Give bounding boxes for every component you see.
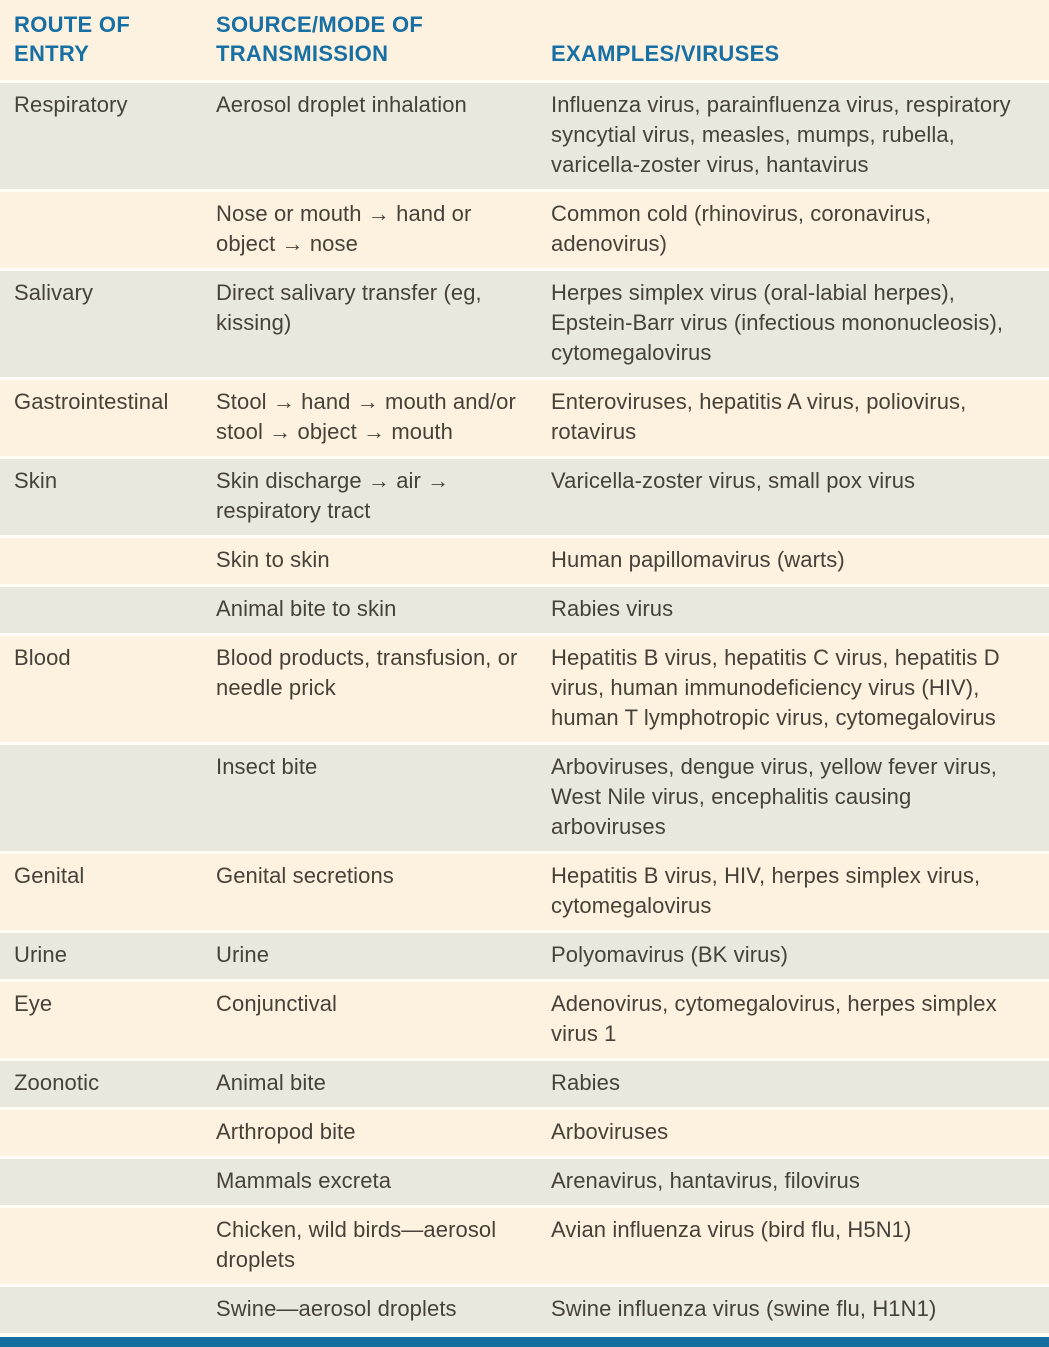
source-mode-cell: Arthropod bite [216,1119,356,1144]
table-header-row [0,0,1049,80]
route-of-entry-cell [0,1166,216,1196]
examples-viruses-cell: Avian influenza virus (bird flu, H5N1) [551,1217,912,1242]
table-row [0,1159,1049,1205]
source-mode-cell: Skin discharge → air → respiratory tract [216,468,450,523]
route-of-entry-cell [0,199,216,259]
examples-viruses-cell: Arenavirus, hantavirus, filovirus [551,1168,860,1193]
route-of-entry-cell [0,1294,216,1324]
source-mode-cell: Direct salivary transfer (eg, kissing) [216,280,482,335]
source-mode-cell: Genital secretions [216,863,394,888]
examples-viruses-cell: Influenza virus, parainfluenza virus, respiratory syncytial virus, measles, mumps, rubella, varicella-zoster virus, hantavirus [551,92,1011,177]
examples-viruses-cell: Polyomavirus (BK virus) [551,942,789,967]
table-row [0,982,1049,1058]
table-row [0,380,1049,456]
table-row [0,933,1049,979]
examples-viruses-cell: Adenovirus, cytomegalovirus, herpes simplex virus 1 [551,991,997,1046]
source-mode-cell: Chicken, wild birds—aerosol droplets [216,1217,497,1272]
examples-viruses-cell: Rabies [551,1070,621,1095]
source-mode-cell: Aerosol droplet inhalation [216,92,467,117]
source-mode-cell: Urine [216,942,270,967]
table-row [0,192,1049,268]
source-mode-cell: Animal bite [216,1070,326,1095]
table-body [0,83,1049,1333]
examples-viruses-cell: Hepatitis B virus, hepatitis C virus, hepatitis D virus, human immunodeficiency virus (HIV), human T lymphotropic virus, cytomegalovirus [551,645,1000,730]
source-mode-cell: Blood products, transfusion, or needle prick [216,645,518,700]
examples-viruses-cell: Human papillomavirus (warts) [551,547,845,572]
column-header-route-of-entry: ROUTE OF ENTRY [14,12,131,66]
table-row [0,745,1049,851]
route-of-entry-cell [0,1215,216,1275]
examples-viruses-cell: Hepatitis B virus, HIV, herpes simplex virus, cytomegalovirus [551,863,981,918]
table-row [0,271,1049,377]
table-row [0,1110,1049,1156]
route-of-entry-cell [0,594,216,624]
route-of-entry-cell: Salivary [14,280,94,305]
source-mode-cell: Conjunctival [216,991,338,1016]
route-of-entry-cell: Eye [14,991,53,1016]
table-row [0,83,1049,189]
route-of-entry-cell: Urine [14,942,68,967]
examples-viruses-cell: Arboviruses, dengue virus, yellow fever virus, West Nile virus, encephalitis causing arboviruses [551,754,998,839]
examples-viruses-cell: Rabies virus [551,596,674,621]
route-of-entry-cell [0,1117,216,1147]
route-of-entry-cell: Respiratory [14,92,128,117]
examples-viruses-cell: Common cold (rhinovirus, coronavirus, adenovirus) [551,201,932,256]
source-mode-cell: Stool → hand → mouth and/or stool → object → mouth [216,389,516,444]
route-of-entry-cell [0,752,216,842]
table-row [0,587,1049,633]
route-of-entry-cell: Zoonotic [14,1070,100,1095]
source-mode-cell: Swine—aerosol droplets [216,1296,457,1321]
bottom-rule [0,1337,1049,1347]
table-row [0,459,1049,535]
route-of-entry-cell: Skin [14,468,58,493]
column-header-examples-viruses: EXAMPLES/VIRUSES [551,41,780,66]
source-mode-cell: Insect bite [216,754,318,779]
examples-viruses-cell: Varicella-zoster virus, small pox virus [551,468,916,493]
examples-viruses-cell: Arboviruses [551,1119,669,1144]
route-of-entry-cell: Genital [14,863,85,888]
source-mode-cell: Animal bite to skin [216,596,397,621]
route-of-entry-cell [0,545,216,575]
source-mode-cell: Nose or mouth → hand or object → nose [216,201,472,256]
table-row [0,636,1049,742]
examples-viruses-cell: Herpes simplex virus (oral-labial herpes), Epstein-Barr virus (infectious mononucleosis), cytomegalovirus [551,280,1004,365]
table-row [0,1287,1049,1333]
route-of-entry-cell: Gastrointestinal [14,389,169,414]
source-mode-cell: Skin to skin [216,547,330,572]
table-row [0,854,1049,930]
source-mode-cell: Mammals excreta [216,1168,392,1193]
column-header-source-mode-of-transmission: SOURCE/MODE OF TRANSMISSION [216,12,424,66]
table-row [0,1061,1049,1107]
examples-viruses-cell: Swine influenza virus (swine flu, H1N1) [551,1296,937,1321]
examples-viruses-cell: Enteroviruses, hepatitis A virus, poliovirus, rotavirus [551,389,967,444]
route-of-entry-cell: Blood [14,645,71,670]
table-row [0,1208,1049,1284]
table-row [0,538,1049,584]
